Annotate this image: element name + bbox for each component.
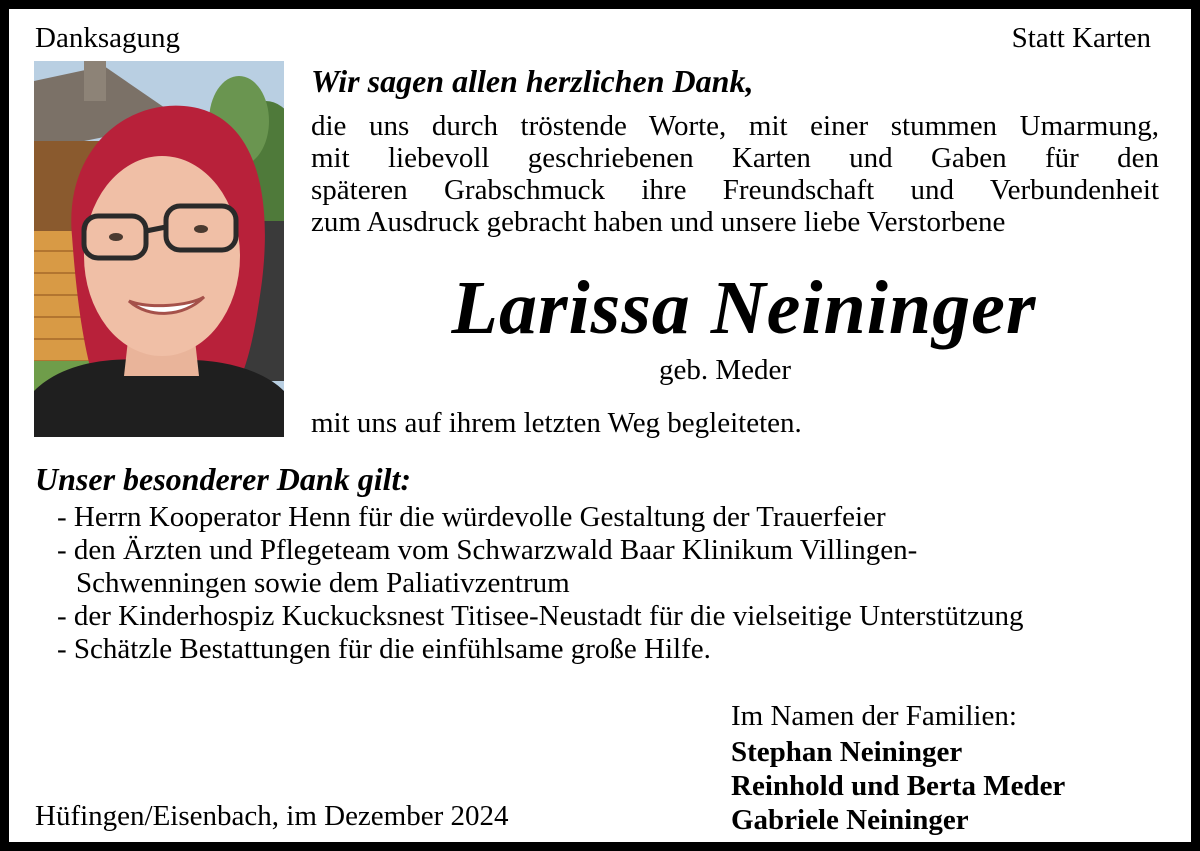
farewell-line: mit uns auf ihrem letzten Weg begleiteten. — [311, 407, 802, 439]
intro-line: mit liebevoll geschriebenen Karten und Gaben für den — [311, 142, 1159, 174]
no-cards-note: Statt Karten — [1011, 22, 1151, 54]
place-and-date: Hüfingen/Eisenbach, im Dezember 2024 — [35, 800, 509, 832]
signatory-name: Gabriele Neininger — [731, 804, 969, 836]
list-item: Schwenningen sowie dem Paliativzentrum — [76, 567, 570, 599]
signatory-name: Stephan Neininger — [731, 736, 963, 768]
intro-line: zum Ausdruck gebracht haben und unsere liebe Verstorbene — [311, 206, 1006, 238]
intro-line: die uns durch tröstende Worte, mit einer stummen Umarmung, — [311, 110, 1159, 142]
intro-line: späteren Grabschmuck ihre Freundschaft und Verbundenheit — [311, 174, 1159, 206]
thank-you-heading: Wir sagen allen herzlichen Dank, — [311, 63, 754, 99]
portrait-photo — [34, 61, 284, 437]
card-type-label: Danksagung — [35, 22, 180, 54]
list-item: - der Kinderhospiz Kuckucksnest Titisee-Neustadt für die vielseitige Unterstützung — [57, 600, 1024, 632]
deceased-name: Larissa Neininger — [451, 266, 1037, 350]
list-item: - Herrn Kooperator Henn für die würdevolle Gestaltung der Trauerfeier — [57, 501, 886, 533]
intro-paragraph — [311, 110, 1159, 238]
special-thanks-list — [57, 501, 1023, 666]
list-item: - den Ärzten und Pflegeteam vom Schwarzwald Baar Klinikum Villingen- — [57, 534, 918, 566]
signatory-name: Reinhold und Berta Meder — [731, 770, 1066, 802]
portrait-photo-illustration — [34, 61, 284, 437]
maiden-name: geb. Meder — [659, 354, 792, 386]
list-item: - Schätzle Bestattungen für die einfühlsame große Hilfe. — [57, 633, 711, 665]
special-thanks-heading: Unser besonderer Dank gilt: — [35, 461, 412, 497]
family-intro: Im Namen der Familien: — [731, 700, 1017, 732]
